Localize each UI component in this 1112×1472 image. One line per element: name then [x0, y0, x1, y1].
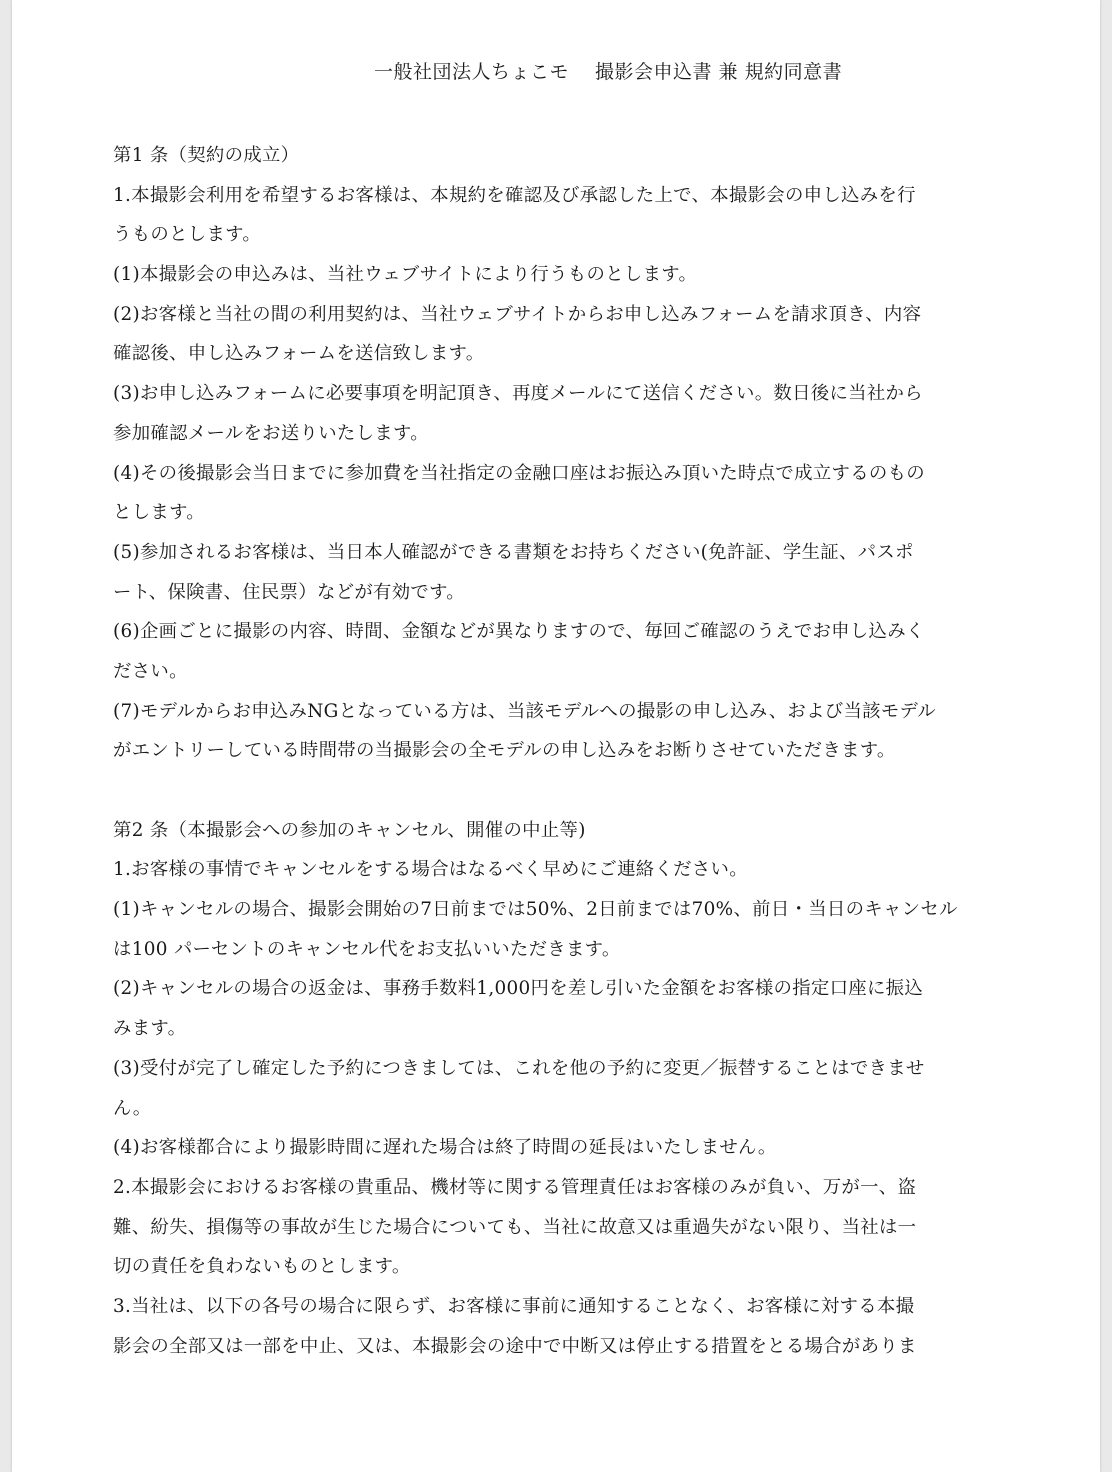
- text-line: とします。: [113, 502, 205, 524]
- text-line: (2)キャンセルの場合の返金は、事務手数料1,000円を差し引いた金額をお客様の指定口座に振込: [113, 978, 924, 1000]
- text-line: (3)受付が完了し確定した予約につきましては、これを他の予約に変更／振替することはできませ: [113, 1057, 925, 1079]
- text-line: (6)企画ごとに撮影の内容、時間、金額などが異なりますので、毎回ご確認のうえでお申し込みく: [113, 621, 925, 643]
- terms-body: [113, 136, 1003, 1366]
- text-line: ート、保険書、住民票）などが有効です。: [113, 581, 465, 603]
- text-line: (4)その後撮影会当日までに参加費を当社指定の金融口座はお振込み頂いた時点で成立するのもの: [113, 462, 925, 484]
- text-line: (5)参加されるお客様は、当日本人確認ができる書類をお持ちください(免許証、学生証、パスポ: [113, 541, 914, 563]
- text-line: 2.本撮影会におけるお客様の貴重品、機材等に関する管理責任はお客様のみが負い、万が一、盗: [113, 1176, 917, 1198]
- text-line: 1.お客様の事情でキャンセルをする場合はなるべく早めにご連絡ください。: [113, 859, 748, 881]
- blank-line: [113, 771, 1003, 811]
- text-line: 影会の全部又は一部を中止、又は、本撮影会の途中で中断又は停止する措置をとる場合がありま: [113, 1335, 917, 1357]
- text-line: 第2 条（本撮影会への参加のキャンセル、開催の中止等): [113, 819, 586, 841]
- document-page: [12, 0, 1100, 1472]
- text-line: うものとします。: [113, 224, 262, 246]
- text-line: (1)本撮影会の申込みは、当社ウェブサイトにより行うものとします。: [113, 264, 698, 286]
- text-line: (7)モデルからお申込みNGとなっている方は、当該モデルへの撮影の申し込み、および当該モデル: [113, 700, 936, 722]
- text-line: ん。: [113, 1097, 152, 1119]
- text-line: 参加確認メールをお送りいたします。: [113, 422, 429, 444]
- text-line: がエントリーしている時間帯の当撮影会の全モデルの申し込みをお断りさせていただきます。: [113, 740, 896, 762]
- text-line: みます。: [113, 1018, 187, 1040]
- text-line: 3.当社は、以下の各号の場合に限らず、お客様に事前に通知することなく、お客様に対する本撮: [113, 1295, 915, 1317]
- text-line: ださい。: [113, 660, 188, 682]
- text-line: (4)お客様都合により撮影時間に遅れた場合は終了時間の延長はいたしません。: [113, 1137, 777, 1159]
- text-line: 難、紛失、損傷等の事故が生じた場合についても、当社に故意又は重過失がない限り、当社は一: [113, 1216, 917, 1238]
- document-title: [374, 58, 842, 86]
- organization-name: 一般社団法人ちょこモ: [374, 61, 570, 83]
- document-name: 撮影会申込書 兼 規約同意書: [595, 61, 843, 83]
- text-line: (3)お申し込みフォームに必要事項を明記頂き、再度メールにて送信ください。数日後に当社から: [113, 383, 923, 405]
- text-line: は100 パーセントのキャンセル代をお支払いいただきます。: [113, 938, 621, 960]
- text-line: (2)お客様と当社の間の利用契約は、当社ウェブサイトからお申し込みフォームを請求頂き、内容: [113, 303, 922, 325]
- text-line: 1.本撮影会利用を希望するお客様は、本規約を確認及び承認した上で、本撮影会の申し込みを行: [113, 184, 916, 206]
- text-line: (1)キャンセルの場合、撮影会開始の7日前までは50%、2日前までは70%、前日・当日のキャンセル: [113, 899, 958, 921]
- text-line: 確認後、申し込みフォームを送信致します。: [113, 343, 485, 365]
- text-line: 第1 条（契約の成立）: [113, 145, 300, 166]
- text-line: 切の責任を負わないものとします。: [113, 1256, 411, 1278]
